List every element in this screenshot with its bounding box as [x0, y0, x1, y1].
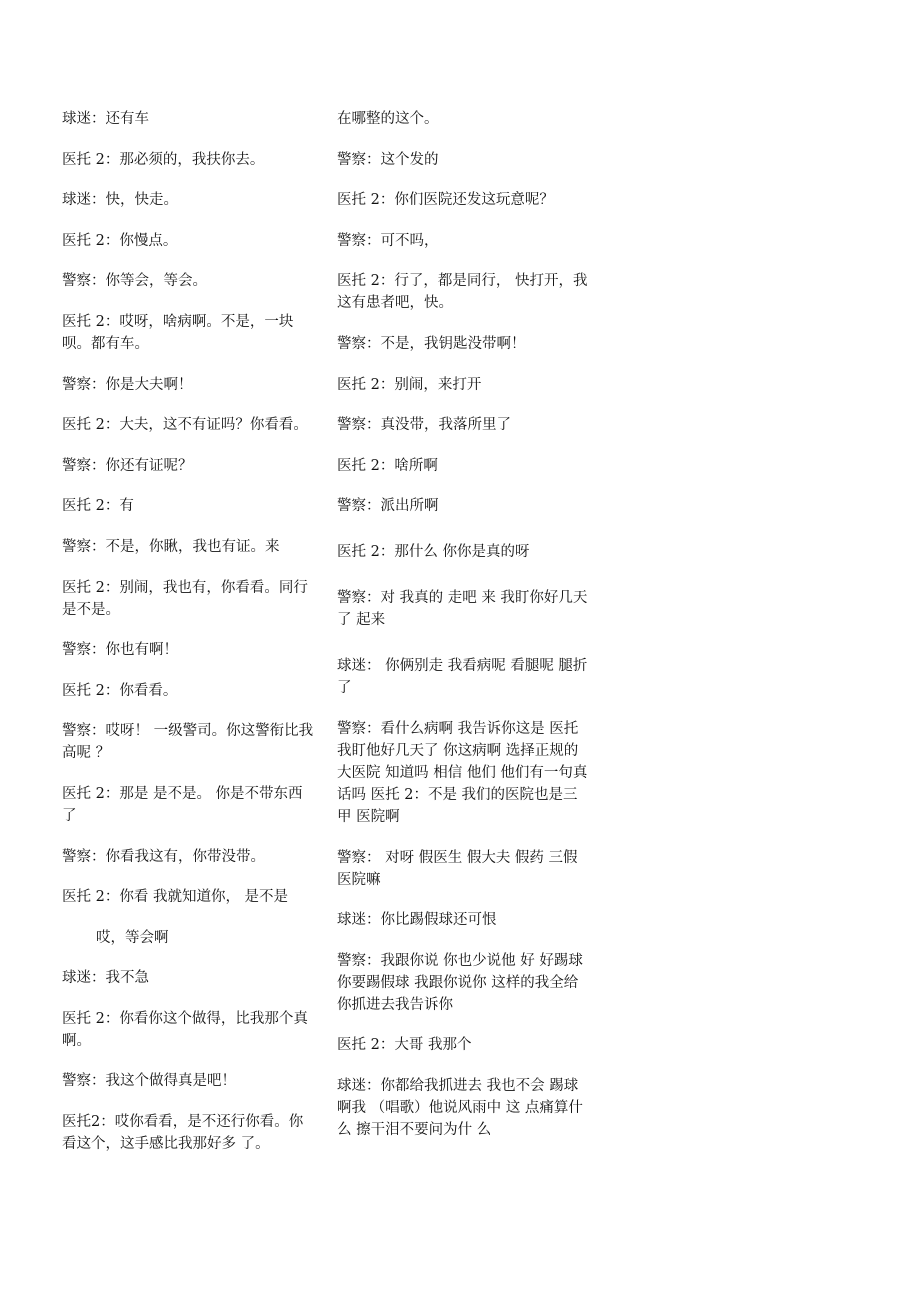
dialogue-line: 球迷：我不急	[62, 970, 149, 987]
dialogue-line: 医托 2：大哥 我那个	[337, 1037, 472, 1054]
dialogue-line: 警察：对 我真的 走吧 来 我盯你好几天了 起来	[337, 590, 588, 629]
dialogue-line: 球迷：还有车	[62, 111, 149, 127]
dialogue-line: 医托 2：哎呀，啥病啊。不是，一块呗。都有车。	[62, 313, 294, 352]
dialogue-line: 警察：可不吗，	[337, 232, 439, 249]
dialogue-line: 哎，等会啊	[96, 929, 169, 946]
dialogue-line: 警察：你是大夫啊！	[62, 376, 193, 393]
dialogue-line: 警察： 对呀 假医生 假大夫 假药 三假医院嘛	[337, 849, 578, 888]
dialogue-line: 球迷： 你俩别走 我看病呢 看腿呢 腿折了	[337, 658, 588, 697]
dialogue-line: 医托 2：啥所啊	[337, 457, 438, 474]
dialogue-line: 医托 2：别闹，来打开	[337, 376, 482, 393]
dialogue-line: 警察：派出所啊	[337, 498, 439, 515]
dialogue-line: 球迷：快，快走。	[62, 192, 178, 209]
dialogue-line: 医托 2：那必须的，我扶你去。	[62, 151, 265, 168]
dialogue-line: 警察：哎呀！ 一级警司。你这警衔比我高呢 ？	[62, 723, 314, 762]
dialogue-line: 警察：真没带，我落所里了	[337, 417, 511, 434]
dialogue-line: 警察：我这个做得真是吧！	[62, 1073, 236, 1090]
dialogue-line: 医托 2：大夫，这不有证吗？你看看。	[62, 417, 308, 434]
dialogue-line: 警察：看什么病啊 我告诉你这是 医托 我盯他好几天了 你这病啊 选择正规的大医院 知道吗 相信 他们 他们有一句真话吗 医托 2：不是 我们的医院也是三甲 医院啊	[337, 720, 588, 825]
dialogue-line: 医托 2：有	[62, 498, 134, 515]
dialogue-line: 医托 2：那是 是不是。 你是不带东西了	[62, 785, 303, 824]
dialogue-line: 警察：我跟你说 你也少说他 好 好踢球 你要踢假球 我跟你说你 这样的我全给你抓进去我告诉你	[337, 952, 583, 1013]
right-column	[337, 108, 589, 1160]
dialogue-line: 医托 2：行了，都是同行， 快打开，我这有患者吧，快。	[337, 273, 588, 312]
dialogue-line: 医托2：哎你看看，是不还行你看。你看这个，这手感比我那好多 了。	[62, 1114, 304, 1153]
dialogue-line: 医托 2：那什么 你你是真的呀	[337, 544, 530, 561]
dialogue-line: 球迷：你比踢假球还可恨	[337, 912, 497, 929]
dialogue-line: 医托 2：你慢点。	[62, 232, 178, 249]
dialogue-line: 警察：你也有啊！	[62, 642, 178, 659]
dialogue-line: 警察：这个发的	[337, 151, 439, 168]
dialogue-line: 医托 2：你看你这个做得，比我那个真啊。	[62, 1010, 308, 1049]
dialogue-line: 球迷：你都给我抓进去 我也不会 踢球啊我 （唱歌）他说风雨中 这 点痛算什么 擦干泪不要问为什 么	[337, 1077, 583, 1138]
dialogue-line: 医托 2：你们医院还发这玩意呢？	[337, 192, 554, 209]
dialogue-line: 警察：你看我这有，你带没带。	[62, 848, 265, 865]
dialogue-line: 医托 2：你看看。	[62, 682, 178, 699]
dialogue-line: 医托 2：你看 我就知道你， 是不是	[62, 889, 289, 906]
dialogue-line: 警察：你等会，等会。	[62, 273, 207, 290]
dialogue-line: 警察：你还有证呢？	[62, 457, 193, 474]
dialogue-line: 警察：不是，你瞅，我也有证。来	[62, 538, 280, 555]
dialogue-line: 警察：不是，我钥匙没带啊！	[337, 335, 526, 352]
dialogue-line: 医托 2：别闹，我也有，你看看。同行是不是。	[62, 579, 308, 618]
dialogue-line: 在哪整的这个。	[337, 111, 439, 127]
left-column	[62, 108, 314, 1174]
